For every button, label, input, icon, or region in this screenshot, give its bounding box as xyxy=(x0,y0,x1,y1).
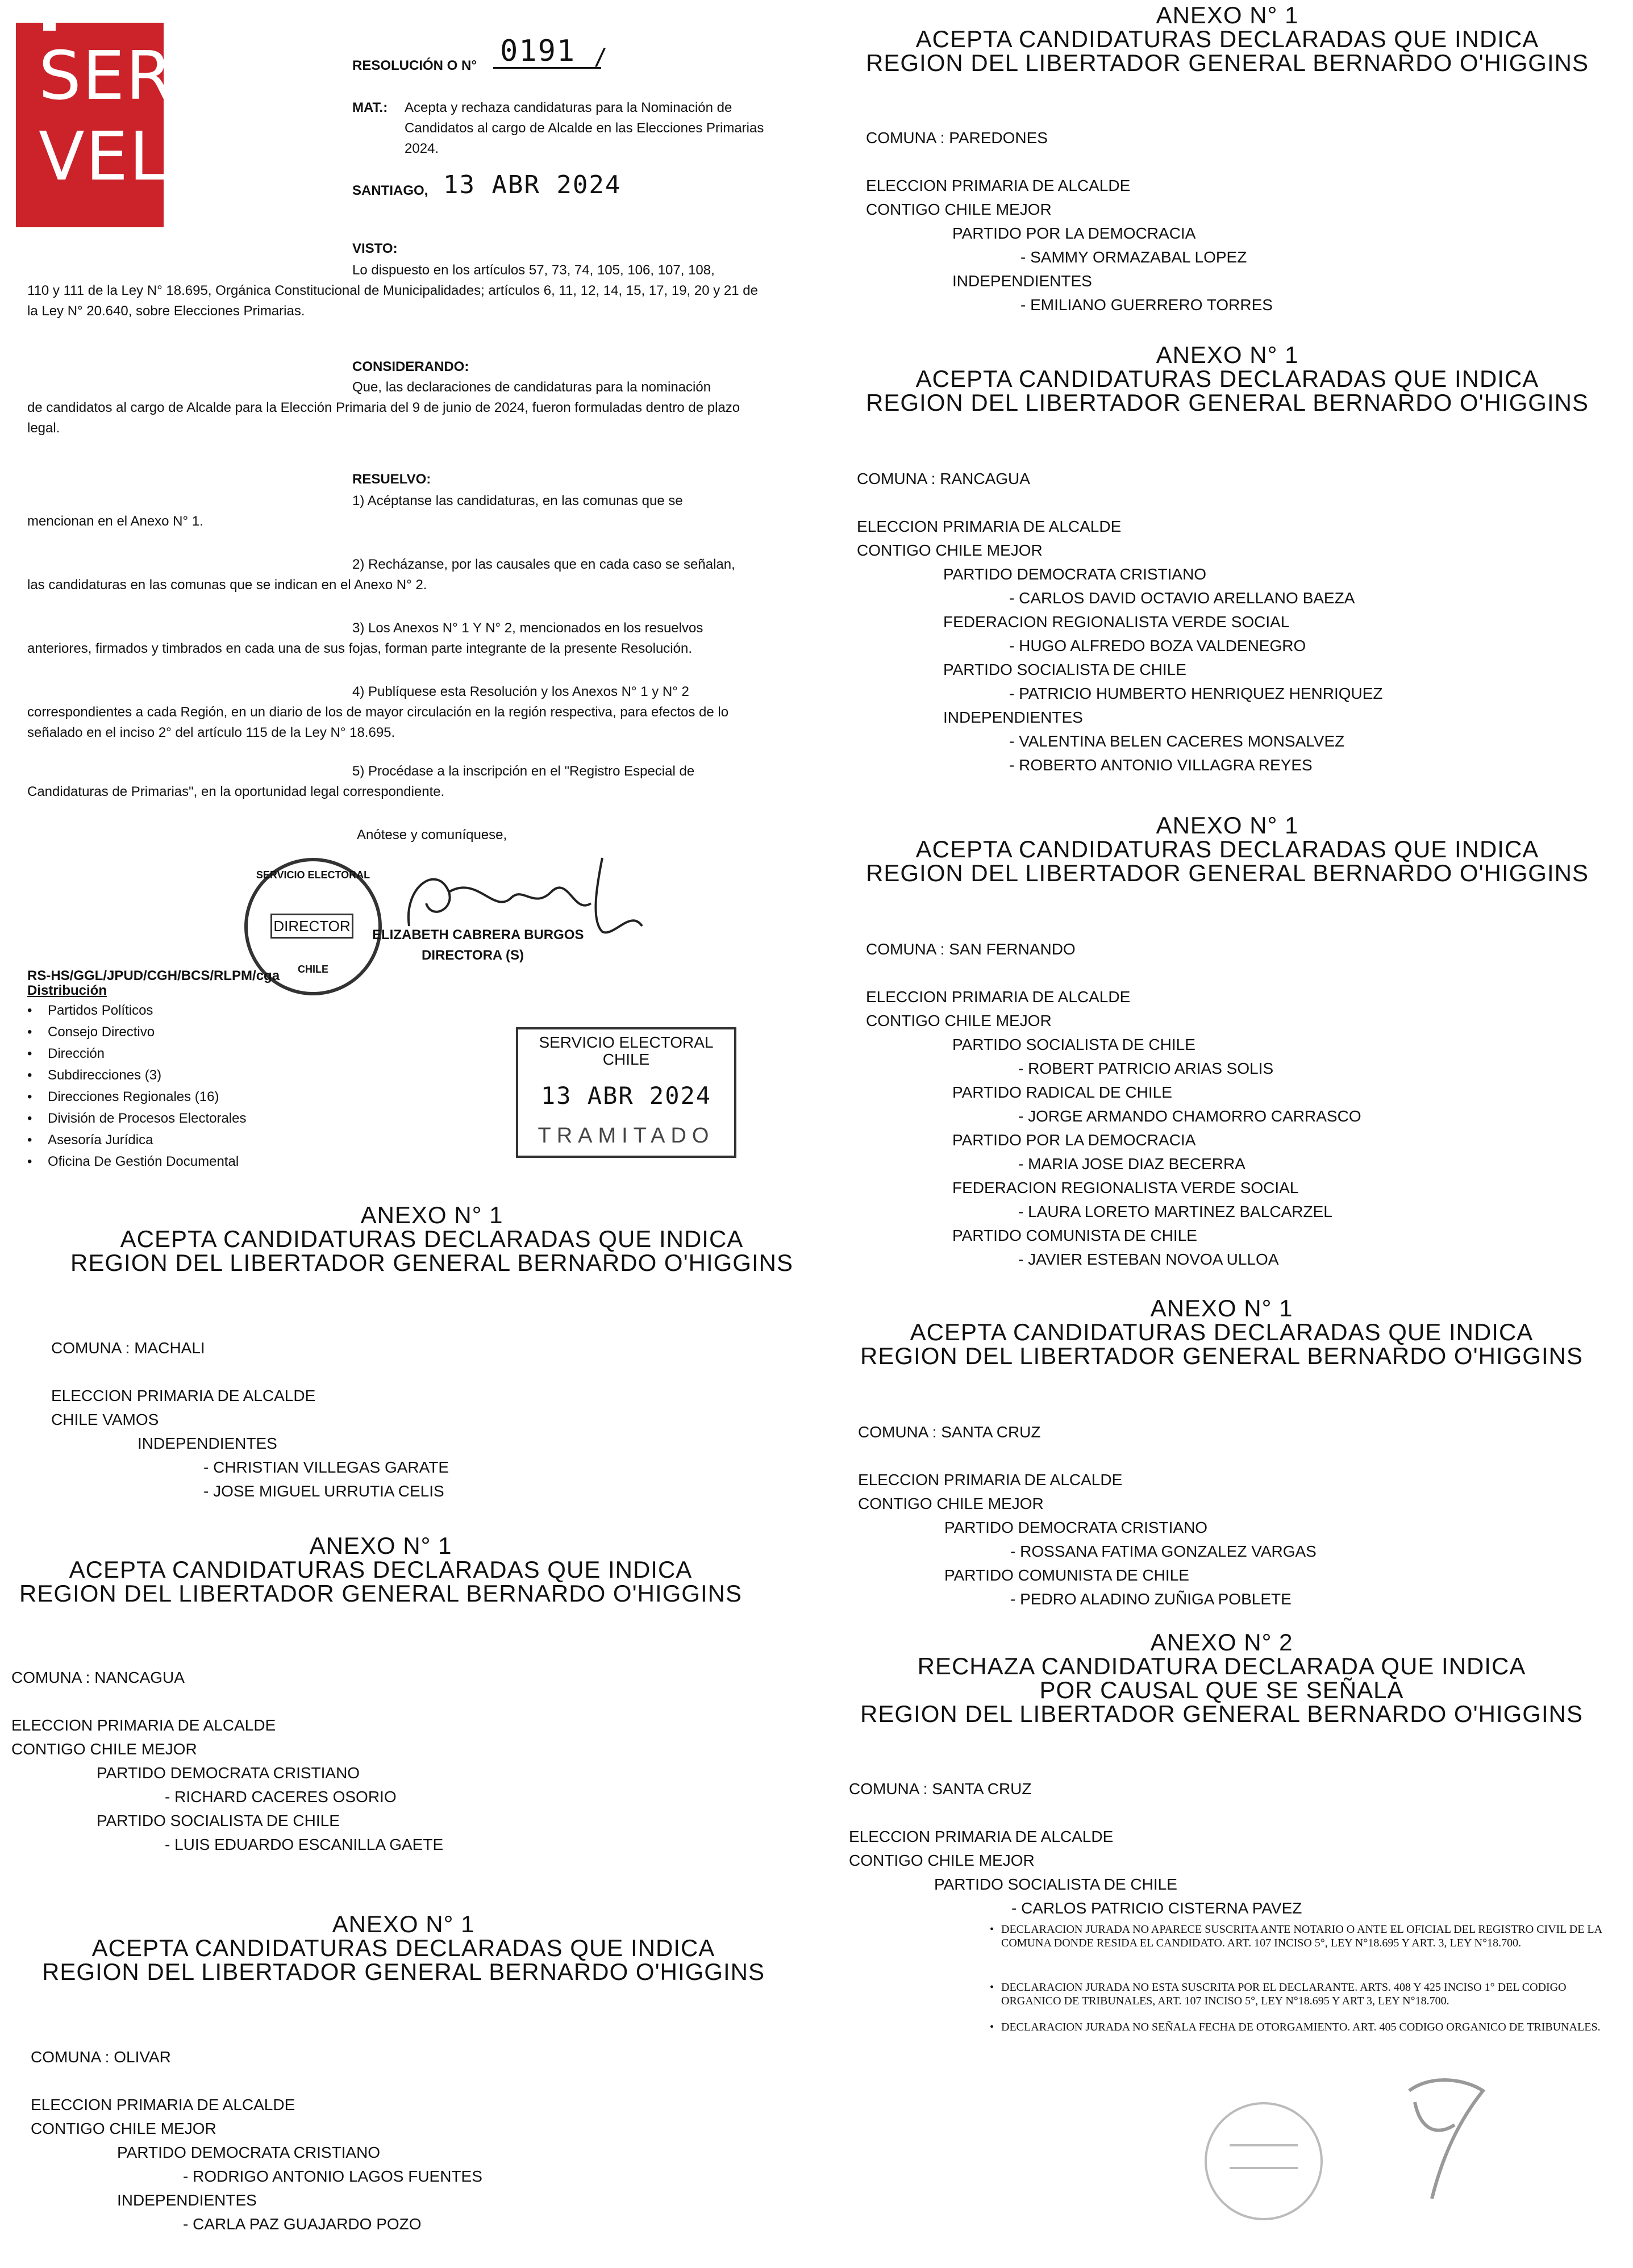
visto-body: 110 y 111 de la Ley N° 18.695, Orgánica Constitucional de Municipalidades; artículos 6, 11, 12, 14, 15, 17, 19, 20 y 21 de la Ley N° 20.640, sobre Elecciones Primarias. xyxy=(27,283,758,319)
seal-top-text: SERVICIO ELECTORAL xyxy=(256,869,370,881)
annex-eleccion: ELECCION PRIMARIA DE ALCALDE xyxy=(849,1828,1114,1845)
annex-title: ANEXO N° 1 xyxy=(1156,2,1299,28)
annex-candidate: - CARLOS DAVID OCTAVIO ARELLANO BAEZA xyxy=(1009,589,1355,607)
resuelvo-4-rest: correspondientes a cada Región, en un diario de los de mayor circulación en la región respectiva, para efectos de lo señalado en el inciso 2° del artículo 115 de la Ley N° 18.695. xyxy=(27,704,729,740)
mat-label: MAT.: xyxy=(352,100,388,115)
distribution-item: • Subdirecciones (3) xyxy=(27,1065,247,1086)
logo-line-2: VEL xyxy=(39,117,168,195)
annex-eleccion: ELECCION PRIMARIA DE ALCALDE xyxy=(858,1471,1123,1489)
annex-subtitle: ACEPTA CANDIDATURAS DECLARADAS QUE INDICA xyxy=(91,1935,715,1961)
distribution-heading: Distribución xyxy=(27,983,107,998)
annex-candidate: - ROSSANA FATIMA GONZALEZ VARGAS xyxy=(1010,1542,1317,1560)
annex-subtitle: ACEPTA CANDIDATURAS DECLARADAS QUE INDICA xyxy=(69,1556,693,1583)
annex-eleccion: ELECCION PRIMARIA DE ALCALDE xyxy=(857,518,1122,535)
tramitado-stamp xyxy=(516,1027,736,1158)
closing-text: Anótese y comuníquese, xyxy=(357,827,507,843)
annex-party: PARTIDO COMUNISTA DE CHILE xyxy=(952,1227,1197,1244)
handwritten-initial xyxy=(1398,2068,1500,2204)
annex-candidate: - CHRISTIAN VILLEGAS GARATE xyxy=(203,1458,449,1476)
annex-comuna: COMUNA : NANCAGUA xyxy=(11,1669,185,1686)
annex-comuna: COMUNA : RANCAGUA xyxy=(857,470,1030,487)
annex-candidate: - PATRICIO HUMBERTO HENRIQUEZ HENRIQUEZ xyxy=(1009,685,1383,702)
resolucion-tail: / xyxy=(594,44,609,70)
annex-eleccion: ELECCION PRIMARIA DE ALCALDE xyxy=(866,177,1131,194)
visto-first-line: Lo dispuesto en los artículos 57, 73, 74, 105, 106, 107, 108, xyxy=(352,262,715,278)
stamp-line-1: SERVICIO ELECTORAL xyxy=(539,1033,714,1051)
annex-title: ANEXO N° 1 xyxy=(332,1911,475,1937)
annex-party: PARTIDO COMUNISTA DE CHILE xyxy=(944,1566,1189,1584)
reason-text: DECLARACION JURADA NO ESTA SUSCRITA POR EL DECLARANTE. ARTS. 408 Y 425 INCISO 1° DEL CODIGO ORGANICO DE TRIBUNALES, ART. 107 INCISO 5°, LEY N°18.695 Y ART 3, LEY N°18.700. xyxy=(1001,1981,1567,2007)
faint-seal xyxy=(1205,2102,1323,2220)
annex-candidate: - PEDRO ALADINO ZUÑIGA POBLETE xyxy=(1010,1590,1292,1608)
visto-heading: VISTO: xyxy=(352,241,398,256)
annex-pacto: CONTIGO CHILE MEJOR xyxy=(31,2120,216,2137)
resuelvo-1-rest: mencionan en el Anexo N° 1. xyxy=(27,514,203,529)
annex-subtitle: ACEPTA CANDIDATURAS DECLARADAS QUE INDICA xyxy=(910,1319,1534,1345)
resuelvo-4-first: 4) Publíquese esta Resolución y los Anexos N° 1 y N° 2 xyxy=(352,684,689,699)
annex-candidate: - EMILIANO GUERRERO TORRES xyxy=(1020,296,1273,314)
annex-party: INDEPENDIENTES xyxy=(138,1435,277,1452)
annex-pacto: CONTIGO CHILE MEJOR xyxy=(866,201,1052,218)
annex-region: REGION DEL LIBERTADOR GENERAL BERNARDO O'HIGGINS xyxy=(860,1343,1583,1369)
rejection-reason xyxy=(990,1981,1603,2008)
annex-pacto: CONTIGO CHILE MEJOR xyxy=(858,1495,1044,1512)
reason-text: DECLARACION JURADA NO SEÑALA FECHA DE OTORGAMIENTO. ART. 405 CODIGO ORGANICO DE TRIBUNALES. xyxy=(1001,2021,1601,2033)
logo-accent xyxy=(43,23,56,31)
annex-eleccion: ELECCION PRIMARIA DE ALCALDE xyxy=(31,2096,295,2113)
seal-bottom-text: CHILE xyxy=(298,964,328,975)
annex-party: PARTIDO SOCIALISTA DE CHILE xyxy=(943,661,1186,678)
annex-party: PARTIDO RADICAL DE CHILE xyxy=(952,1083,1172,1101)
annex-candidate: - RODRIGO ANTONIO LAGOS FUENTES xyxy=(183,2167,482,2185)
resuelvo-3-first: 3) Los Anexos N° 1 Y N° 2, mencionados en los resuelvos xyxy=(352,620,703,636)
annex-subtitle: RECHAZA CANDIDATURA DECLARADA QUE INDICA xyxy=(917,1653,1526,1679)
annex-candidate: - SAMMY ORMAZABAL LOPEZ xyxy=(1020,248,1247,266)
annex-title: ANEXO N° 1 xyxy=(1150,1295,1293,1321)
resolucion-underline xyxy=(493,67,601,69)
annex-pacto: CHILE VAMOS xyxy=(51,1411,159,1428)
considerando-heading: CONSIDERANDO: xyxy=(352,359,469,374)
considerando-first-line: Que, las declaraciones de candidaturas para la nominación xyxy=(352,380,711,395)
distribution-item: • Oficina De Gestión Documental xyxy=(27,1151,247,1173)
annex-comuna: COMUNA : MACHALI xyxy=(51,1339,205,1357)
annex-candidate: - CARLA PAZ GUAJARDO POZO xyxy=(183,2215,422,2233)
stamp-line-2: CHILE xyxy=(602,1050,650,1068)
distribution-item: • División de Procesos Electorales xyxy=(27,1108,247,1129)
annex-candidate: - ROBERTO ANTONIO VILLAGRA REYES xyxy=(1009,756,1313,774)
annex-candidate: - VALENTINA BELEN CACERES MONSALVEZ xyxy=(1009,732,1345,750)
annex-candidate: - LAURA LORETO MARTINEZ BALCARZEL xyxy=(1018,1203,1332,1220)
distribution-refs: RS-HS/GGL/JPUD/CGH/BCS/RLPM/cga xyxy=(27,968,280,983)
annex-pacto: CONTIGO CHILE MEJOR xyxy=(11,1740,197,1758)
annex-party: INDEPENDIENTES xyxy=(117,2191,257,2209)
annex-candidate: - JAVIER ESTEBAN NOVOA ULLOA xyxy=(1018,1250,1279,1268)
annex-candidate: - CARLOS PATRICIO CISTERNA PAVEZ xyxy=(1011,1899,1302,1917)
reason-bullet: • xyxy=(990,1923,994,1936)
distribution-item: • Consejo Directivo xyxy=(27,1022,247,1043)
annex-party: INDEPENDIENTES xyxy=(952,272,1092,290)
annex-title: ANEXO N° 2 xyxy=(1150,1629,1293,1656)
annex-party: INDEPENDIENTES xyxy=(943,708,1083,726)
distribution-item: • Asesoría Jurídica xyxy=(27,1129,247,1151)
annex-candidate: - HUGO ALFREDO BOZA VALDENEGRO xyxy=(1009,637,1306,654)
annex-eleccion: ELECCION PRIMARIA DE ALCALDE xyxy=(51,1387,316,1404)
distribution-item: • Dirección xyxy=(27,1043,247,1065)
annex-party: FEDERACION REGIONALISTA VERDE SOCIAL xyxy=(943,613,1290,631)
annex-party: PARTIDO DEMOCRATA CRISTIANO xyxy=(944,1519,1208,1536)
annex-region: REGION DEL LIBERTADOR GENERAL BERNARDO O'HIGGINS xyxy=(866,49,1589,76)
mat-text: Acepta y rechaza candidaturas para la Nominación de Candidatos al cargo de Alcalde en las Elecciones Primarias 2024. xyxy=(405,100,764,156)
resuelvo-5-first: 5) Procédase a la inscripción en el "Registro Especial de xyxy=(352,764,695,779)
annex-comuna: COMUNA : SANTA CRUZ xyxy=(849,1780,1032,1798)
rejection-reason xyxy=(990,1923,1603,1950)
rejection-reason xyxy=(990,2020,1603,2034)
reason-bullet: • xyxy=(990,1981,994,1994)
annex-title: ANEXO N° 1 xyxy=(1156,341,1299,368)
annex-party: PARTIDO DEMOCRATA CRISTIANO xyxy=(97,1764,360,1782)
annex-eleccion: ELECCION PRIMARIA DE ALCALDE xyxy=(866,988,1131,1006)
resuelvo-heading: RESUELVO: xyxy=(352,472,431,487)
reason-text: DECLARACION JURADA NO APARECE SUSCRITA ANTE NOTARIO O ANTE EL OFICIAL DEL REGISTRO CIVIL DE LA COMUNA DONDE RESIDA EL CANDIDATO. ART. 107 INCISO 5°, LEY N°18.695 Y ART. 3, LEY N°18.700. xyxy=(1001,1923,1602,1949)
resuelvo-2-rest: las candidaturas en las comunas que se indican en el Anexo N° 2. xyxy=(27,577,427,593)
annex-eleccion: ELECCION PRIMARIA DE ALCALDE xyxy=(11,1716,276,1734)
distribution-item: • Partidos Políticos xyxy=(27,1000,247,1022)
annex-region: REGION DEL LIBERTADOR GENERAL BERNARDO O'HIGGINS xyxy=(42,1958,765,1985)
annex-region: REGION DEL LIBERTADOR GENERAL BERNARDO O'HIGGINS xyxy=(19,1580,742,1607)
annex-candidate: - JOSE MIGUEL URRUTIA CELIS xyxy=(203,1482,444,1500)
annex-candidate: - LUIS EDUARDO ESCANILLA GAETE xyxy=(165,1836,444,1853)
distribution-item: • Direcciones Regionales (16) xyxy=(27,1086,247,1108)
servel-logo xyxy=(16,23,174,227)
seal-line xyxy=(1230,2167,1298,2169)
annex-party: FEDERACION REGIONALISTA VERDE SOCIAL xyxy=(952,1179,1299,1196)
annex-subtitle: ACEPTA CANDIDATURAS DECLARADAS QUE INDICA xyxy=(915,365,1539,392)
considerando-body: de candidatos al cargo de Alcalde para la Elección Primaria del 9 de junio de 2024, fueron formuladas dentro de plazo legal. xyxy=(27,400,740,436)
annex-region: REGION DEL LIBERTADOR GENERAL BERNARDO O'HIGGINS xyxy=(866,860,1589,886)
annex-pacto: CONTIGO CHILE MEJOR xyxy=(857,541,1043,559)
resuelvo-2-first: 2) Recházanse, por las causales que en cada caso se señalan, xyxy=(352,557,735,572)
annex-party: PARTIDO SOCIALISTA DE CHILE xyxy=(97,1812,340,1829)
annex-title: ANEXO N° 1 xyxy=(309,1532,452,1559)
annex-party: PARTIDO DEMOCRATA CRISTIANO xyxy=(943,565,1207,583)
santiago-label: SANTIAGO, xyxy=(352,183,428,198)
annex-region: REGION DEL LIBERTADOR GENERAL BERNARDO O'HIGGINS xyxy=(860,1700,1583,1727)
santiago-date: 13 ABR 2024 xyxy=(443,170,622,199)
resolucion-label: RESOLUCIÓN O N° xyxy=(352,58,477,73)
distribution-list xyxy=(27,1000,247,1173)
annex-candidate: - ROBERT PATRICIO ARIAS SOLIS xyxy=(1018,1060,1274,1077)
annex-candidate: - MARIA JOSE DIAZ BECERRA xyxy=(1018,1155,1245,1173)
stamp-date: 13 ABR 2024 xyxy=(540,1082,712,1110)
annex-title: ANEXO N° 1 xyxy=(360,1202,503,1228)
resuelvo-1-first: 1) Acéptanse las candidaturas, en las comunas que se xyxy=(352,493,683,508)
annex-party: PARTIDO POR LA DEMOCRACIA xyxy=(952,1131,1196,1149)
annex-subtitle: ACEPTA CANDIDATURAS DECLARADAS QUE INDICA xyxy=(915,26,1539,52)
reason-bullet: • xyxy=(990,2021,994,2033)
annex-party: PARTIDO SOCIALISTA DE CHILE xyxy=(952,1036,1195,1053)
annex-title: ANEXO N° 1 xyxy=(1156,812,1299,839)
annex-subtitle: ACEPTA CANDIDATURAS DECLARADAS QUE INDICA xyxy=(915,836,1539,862)
annex-party: PARTIDO DEMOCRATA CRISTIANO xyxy=(117,2144,381,2161)
annex-comuna: COMUNA : OLIVAR xyxy=(31,2048,171,2066)
annex-comuna: COMUNA : SAN FERNANDO xyxy=(866,940,1076,958)
resuelvo-3-rest: anteriores, firmados y timbrados en cada una de sus fojas, forman parte integrante de la presente Resolución. xyxy=(27,641,692,656)
annex-region: REGION DEL LIBERTADOR GENERAL BERNARDO O'HIGGINS xyxy=(866,389,1589,416)
annex-candidate: - JORGE ARMANDO CHAMORRO CARRASCO xyxy=(1018,1107,1361,1125)
seal-line xyxy=(1230,2144,1298,2146)
annex-party: PARTIDO SOCIALISTA DE CHILE xyxy=(934,1875,1177,1893)
stamp-status: TRAMITADO xyxy=(538,1124,715,1148)
annex-subtitle: ACEPTA CANDIDATURAS DECLARADAS QUE INDICA xyxy=(120,1225,744,1252)
annex-party: PARTIDO POR LA DEMOCRACIA xyxy=(952,224,1196,242)
annex-comuna: COMUNA : PAREDONES xyxy=(866,129,1048,147)
annex-comuna: COMUNA : SANTA CRUZ xyxy=(858,1423,1041,1441)
annex-pacto: CONTIGO CHILE MEJOR xyxy=(849,1852,1035,1869)
annex-candidate: - RICHARD CACERES OSORIO xyxy=(165,1788,397,1806)
seal-center-text: DIRECTOR xyxy=(270,914,353,939)
annex-causal-subtitle: POR CAUSAL QUE SE SEÑALA xyxy=(1039,1677,1404,1703)
resuelvo-5-rest: Candidaturas de Primarias", en la oportunidad legal correspondiente. xyxy=(27,784,445,799)
logo-line-1: SER xyxy=(39,36,174,115)
annex-pacto: CONTIGO CHILE MEJOR xyxy=(866,1012,1052,1029)
signer-name: ELIZABETH CABRERA BURGOS xyxy=(372,927,584,943)
resolucion-number: 0191 xyxy=(500,34,576,68)
signer-role: DIRECTORA (S) xyxy=(422,948,524,963)
annex-region: REGION DEL LIBERTADOR GENERAL BERNARDO O'HIGGINS xyxy=(70,1249,793,1276)
